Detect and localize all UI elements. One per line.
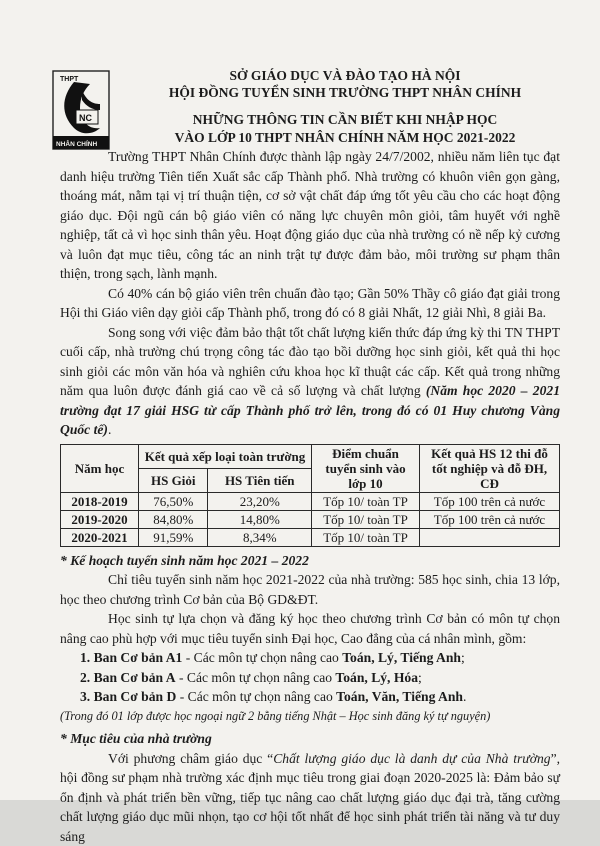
results-table [60, 444, 560, 547]
header-result: Kết quả xếp loại toàn trường [139, 444, 312, 468]
intro-p3-highlight: (Năm học 2020 – 2021 trường đạt 17 giải HSG từ cấp Thành phố trở lên, trong đó có 01 Huy chương Vàng Quốc tế) [60, 383, 560, 437]
item-name: 1. Ban Cơ bản A1 [80, 650, 182, 665]
item-desc: - Các môn tự chọn nâng cao [176, 689, 336, 704]
plan-heading: * Kế hoạch tuyển sinh năm học 2021 – 2022 [60, 551, 560, 571]
cell-advanced: 14,80% [208, 510, 312, 528]
cell-good: 91,59% [139, 528, 208, 546]
cell-year: 2018-2019 [61, 492, 139, 510]
cell-exam: Tốp 100 trên cả nước [420, 492, 560, 510]
item-subjects: Toán, Lý, Tiếng Anh [342, 650, 461, 665]
document-title [150, 111, 540, 147]
logo-top-text: THPT [60, 76, 79, 83]
item-end: ; [418, 670, 422, 685]
list-item [80, 668, 560, 688]
cell-exam: Tốp 100 trên cả nước [420, 510, 560, 528]
intro-paragraph-1: Trường THPT Nhân Chính được thành lập ngày 24/7/2002, nhiều năm liên tục đạt danh hiệu trường Tiên tiến Xuất sắc cấp Thành phố. Nhà trường có khuôn viên gọn gàng, thoáng mát, nằm tại vị trí thuận tiện, cơ sở vật chất đáp ứng tốt yêu cầu cho các hoạt động giáo dục. Đội ngũ cán bộ giáo viên có năng lực chuyên môn giỏi, tâm huyết với nghề nghiệp, tất cả vì học sinh thân yêu. Hoạt động giáo dục của nhà trường có nề nếp kỷ cương và luôn đạt mục tiêu, công tác an ninh trật tự được đảm bảo, môi trường sư phạm thân thiện, trong sạch, lành mạnh. [60, 147, 560, 284]
plan-note: (Trong đó 01 lớp được học ngoại ngữ 2 bằng tiếng Nhật – Học sinh đăng ký tự nguyện) [60, 707, 560, 727]
cell-score: Tốp 10/ toàn TP [312, 528, 420, 546]
header-exam: Kết quả HS 12 thi đỗ tốt nghiệp và đỗ ĐH, CĐ [420, 444, 560, 492]
item-subjects: Toán, Lý, Hóa [335, 670, 418, 685]
school-logo [52, 70, 110, 150]
table-row [61, 510, 560, 528]
table-row [61, 492, 560, 510]
goal-text-start: Với phương châm giáo dục “ [108, 751, 273, 766]
header-score: Điểm chuẩn tuyển sinh vào lớp 10 [312, 444, 420, 492]
cell-exam [420, 528, 560, 546]
item-name: 2. Ban Cơ bản A [80, 670, 176, 685]
header-year: Năm học [61, 444, 139, 492]
intro-paragraph-2: Có 40% cán bộ giáo viên trên chuẩn đào tạo; Gần 50% Thầy cô giáo đạt giải trong Hội thi Giáo viên dạy giỏi cấp Thành phố, trong đó có 8 giải Nhất, 12 giải Nhì, 8 giải Ba. [60, 284, 560, 323]
cell-advanced: 23,20% [208, 492, 312, 510]
title-line-2: VÀO LỚP 10 THPT NHÂN CHÍNH NĂM HỌC 2021-2022 [150, 129, 540, 147]
plan-paragraph-2: Học sinh tự lựa chọn và đăng ký học theo chương trình Cơ bản có môn tự chọn nâng cao phù hợp với mục tiêu tuyển sinh Đại học, Cao đẳng của cá nhân mình, gồm: [60, 609, 560, 648]
logo-bottom-text: NHÂN CHÍNH [56, 139, 97, 148]
item-end: . [463, 689, 466, 704]
table-row [61, 528, 560, 546]
item-desc: - Các môn tự chọn nâng cao [176, 670, 336, 685]
title-line-1: NHỮNG THÔNG TIN CẦN BIẾT KHI NHẬP HỌC [150, 111, 540, 129]
goal-heading: * Mục tiêu của nhà trường [60, 729, 560, 749]
plan-paragraph-1: Chỉ tiêu tuyển sinh năm học 2021-2022 của nhà trường: 585 học sinh, chia 13 lớp, học theo chương trình Cơ bản của Bộ GD&ĐT. [60, 570, 560, 609]
item-desc: - Các môn tự chọn nâng cao [182, 650, 342, 665]
document-body [60, 147, 560, 846]
table-header-row [61, 444, 560, 468]
cell-good: 76,50% [139, 492, 208, 510]
header-advanced: HS Tiên tiến [208, 468, 312, 492]
list-item [80, 687, 560, 707]
cell-advanced: 8,34% [208, 528, 312, 546]
logo-mid-text: NC [79, 113, 92, 123]
cell-year: 2019-2020 [61, 510, 139, 528]
intro-p3-end: . [108, 422, 111, 437]
logo-emblem-icon [52, 70, 110, 150]
item-name: 3. Ban Cơ bản D [80, 689, 176, 704]
cell-score: Tốp 10/ toàn TP [312, 492, 420, 510]
document-header [150, 67, 540, 101]
cell-score: Tốp 10/ toàn TP [312, 510, 420, 528]
intro-paragraph-3 [60, 323, 560, 440]
list-item [80, 648, 560, 668]
header-good: HS Giỏi [139, 468, 208, 492]
item-subjects: Toán, Văn, Tiếng Anh [336, 689, 463, 704]
council-name: HỘI ĐỒNG TUYỂN SINH TRƯỜNG THPT NHÂN CHÍNH [150, 84, 540, 101]
cell-year: 2020-2021 [61, 528, 139, 546]
goal-text-rest: ”, hội đồng sư phạm nhà trường xác định mục tiêu trong giai đoạn 2020-2025 là: Đảm bảo sự ổn định và phát triển bền vững, tiếp tục nâng cao chất lượng giáo dục đại trà, tăng cường chất lượng giáo dục mũi nhọn, tạo cơ hội tốt nhất để học sinh phát triển tài năng và tư duy sáng [60, 751, 560, 844]
goal-motto: Chất lượng giáo dục là danh dự của Nhà trường [273, 751, 550, 766]
cell-good: 84,80% [139, 510, 208, 528]
intro-p3-text: Song song với việc đảm bảo thật tốt chất lượng kiến thức đáp ứng kỳ thi TN THPT cuối cấp, nhà trường chú trọng công tác đào tạo bồi dưỡng học sinh giỏi, kết quả thi học sinh giỏi các môn văn hóa và nghiên cứu khoa học kĩ thuật các cấp. Kết quả trong những năm qua luôn được đánh giá cao về cả số lượng và chất lượng [60, 325, 560, 399]
goal-paragraph [60, 749, 560, 846]
item-end: ; [461, 650, 465, 665]
department-name: SỞ GIÁO DỤC VÀ ĐÀO TẠO HÀ NỘI [150, 67, 540, 84]
